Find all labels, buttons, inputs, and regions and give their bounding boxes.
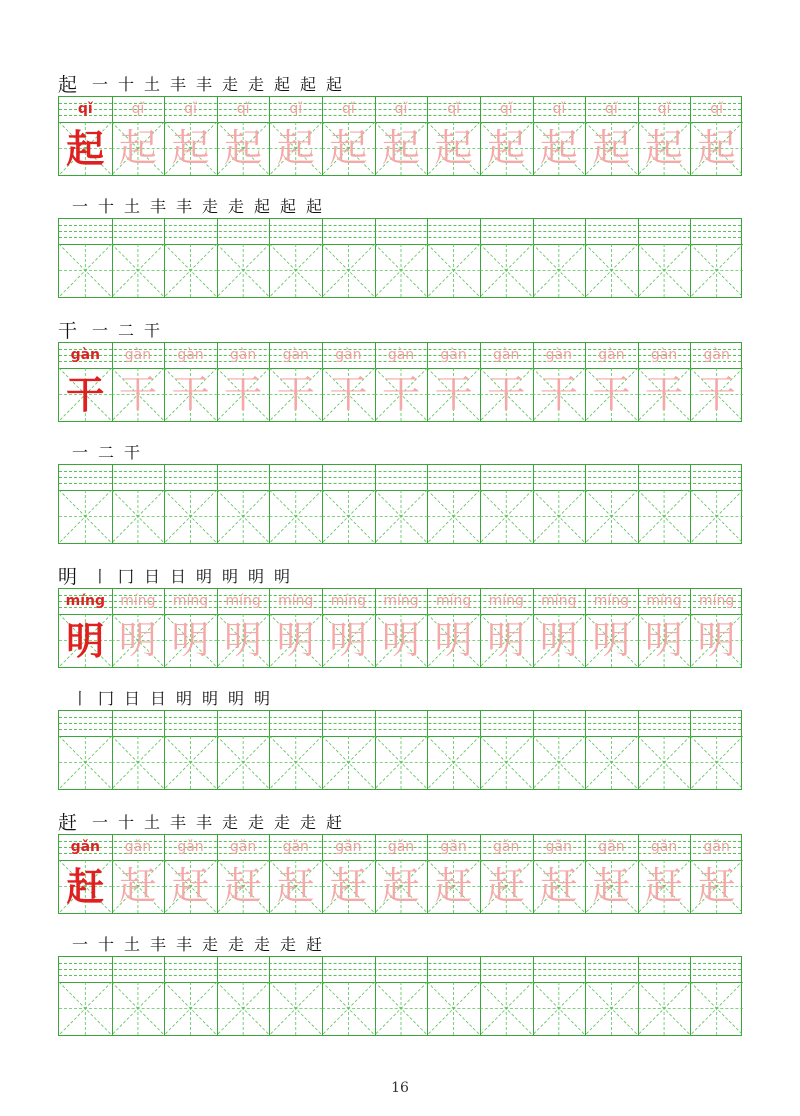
hanzi-trace[interactable]: 干 [487, 372, 526, 416]
pinyin-trace: míng [435, 593, 472, 609]
stroke-step: 十 [98, 935, 115, 954]
pinyin-trace: gàn [282, 347, 309, 363]
hanzi-trace[interactable]: 明 [329, 618, 368, 662]
hanzi-trace[interactable]: 赶 [539, 864, 578, 908]
stroke-step: 丰 [170, 75, 187, 94]
practice-cell[interactable] [59, 711, 112, 789]
stroke-step: 走 [300, 813, 317, 832]
practice-cell[interactable] [217, 219, 270, 297]
stroke-step: 丰 [150, 197, 167, 216]
character-header [58, 70, 742, 96]
hanzi-model: 明 [66, 618, 105, 663]
pinyin-trace: qǐ [447, 101, 460, 117]
stroke-step: 走 [202, 197, 219, 216]
practice-header [58, 930, 742, 956]
practice-cell[interactable] [269, 711, 322, 789]
hanzi-trace[interactable]: 明 [224, 618, 263, 662]
practice-cell[interactable] [322, 957, 375, 1035]
pinyin-trace: gàn [335, 347, 362, 363]
tracing-grid [58, 342, 742, 422]
stroke-step: 走 [222, 813, 239, 832]
stroke-step: 一 [92, 321, 109, 340]
stroke-step: 干 [124, 443, 141, 462]
character-header [58, 808, 742, 834]
pinyin-trace: gǎn [545, 839, 572, 855]
practice-grid [58, 956, 742, 1036]
pinyin-trace: gàn [598, 347, 625, 363]
pinyin-trace: gǎn [335, 839, 362, 855]
stroke-step: 冂 [118, 567, 135, 586]
practice-cell[interactable] [533, 219, 586, 297]
pinyin-model: gǎn [70, 839, 101, 855]
pinyin-trace: gàn [124, 347, 152, 363]
stroke-step: 丰 [196, 813, 213, 832]
stroke-step: 丨 [72, 689, 89, 708]
practice-cell[interactable] [638, 219, 691, 297]
hanzi-trace[interactable]: 明 [381, 618, 420, 662]
stroke-step: 走 [228, 197, 245, 216]
practice-cell[interactable] [112, 957, 165, 1035]
practice-cell[interactable] [638, 711, 691, 789]
stroke-order [92, 74, 347, 96]
practice-header [58, 438, 742, 464]
stroke-step: 明 [222, 567, 239, 586]
hanzi-trace[interactable]: 起 [381, 126, 420, 170]
practice-cell[interactable] [217, 465, 270, 543]
stroke-step: 明 [274, 567, 291, 586]
stroke-step: 明 [176, 689, 193, 708]
practice-cell[interactable] [217, 711, 270, 789]
hanzi-trace[interactable]: 干 [171, 372, 210, 416]
character-header [58, 562, 742, 588]
hanzi-trace[interactable]: 明 [118, 618, 157, 662]
hanzi-trace[interactable]: 明 [487, 618, 526, 662]
practice-cell[interactable] [533, 957, 586, 1035]
hanzi-trace[interactable]: 明 [171, 618, 210, 662]
practice-cell[interactable] [269, 465, 322, 543]
page-number: 16 [391, 1080, 409, 1096]
pinyin-trace: qǐ [499, 101, 513, 117]
practice-cell[interactable] [427, 957, 480, 1035]
practice-cell[interactable] [269, 957, 322, 1035]
stroke-step: 日 [150, 689, 167, 708]
practice-grid [58, 218, 742, 298]
hanzi-trace[interactable]: 干 [224, 372, 263, 416]
stroke-step: 丰 [150, 935, 167, 954]
header-char: 赶 [58, 812, 78, 834]
stroke-step: 土 [144, 813, 161, 832]
pinyin-trace: gǎn [493, 839, 520, 855]
pinyin-trace: qǐ [341, 101, 355, 117]
hanzi-trace[interactable]: 起 [118, 126, 157, 170]
pinyin-trace: gàn [229, 347, 257, 363]
practice-cell[interactable] [112, 711, 165, 789]
practice-cell[interactable] [585, 711, 638, 789]
hanzi-trace[interactable]: 干 [276, 372, 315, 416]
stroke-step: 走 [202, 935, 219, 954]
hanzi-trace[interactable]: 赶 [381, 864, 420, 908]
practice-cell[interactable] [690, 219, 743, 297]
stroke-step: 日 [144, 567, 161, 586]
stroke-step: 起 [300, 75, 317, 94]
practice-cell[interactable] [164, 219, 217, 297]
hanzi-trace[interactable]: 赶 [487, 864, 526, 908]
pinyin-trace: míng [699, 593, 735, 609]
practice-cell[interactable] [59, 219, 112, 297]
practice-cell[interactable] [59, 957, 112, 1035]
practice-cell[interactable] [480, 465, 533, 543]
stroke-step: 明 [254, 689, 271, 708]
stroke-order [72, 196, 327, 218]
pinyin-trace: míng [646, 593, 682, 609]
practice-cell[interactable] [480, 711, 533, 789]
practice-cell[interactable] [585, 219, 638, 297]
hanzi-trace[interactable]: 干 [329, 372, 368, 416]
pinyin-trace: gǎn [177, 839, 204, 855]
hanzi-trace[interactable]: 起 [487, 126, 526, 170]
stroke-step: 明 [248, 567, 265, 586]
pinyin-trace: míng [488, 593, 524, 609]
stroke-step: 明 [196, 567, 213, 586]
hanzi-trace[interactable]: 干 [697, 372, 736, 416]
pinyin-trace: qǐ [605, 101, 618, 117]
stroke-step: 冂 [98, 689, 115, 708]
stroke-step: 走 [248, 75, 265, 94]
hanzi-trace[interactable]: 赶 [592, 864, 631, 908]
hanzi-trace[interactable]: 赶 [329, 864, 368, 908]
practice-cell[interactable] [322, 219, 375, 297]
practice-cell[interactable] [375, 219, 428, 297]
practice-cell[interactable] [164, 465, 217, 543]
hanzi-trace[interactable]: 明 [697, 618, 736, 662]
hanzi-trace[interactable]: 干 [118, 372, 157, 416]
stroke-step: 起 [280, 197, 297, 216]
pinyin-trace: gàn [650, 347, 678, 363]
hanzi-trace[interactable]: 起 [539, 126, 578, 170]
stroke-step: 二 [98, 443, 115, 462]
practice-cell[interactable] [322, 465, 375, 543]
practice-cell[interactable] [638, 465, 691, 543]
stroke-step: 日 [124, 689, 141, 708]
practice-cell[interactable] [427, 219, 480, 297]
pinyin-trace: qǐ [657, 101, 671, 117]
stroke-step: 十 [98, 197, 115, 216]
stroke-step: 丰 [170, 813, 187, 832]
tracing-grid [58, 588, 742, 668]
practice-header [58, 192, 742, 218]
pinyin-trace: gǎn [598, 839, 625, 855]
stroke-step: 走 [274, 813, 291, 832]
character-header [58, 316, 742, 342]
stroke-order [72, 688, 275, 710]
pinyin-trace: gǎn [650, 839, 678, 855]
pinyin-trace: gǎn [440, 839, 467, 855]
practice-cell[interactable] [690, 957, 743, 1035]
stroke-step: 起 [274, 75, 291, 94]
pinyin-model: míng [65, 593, 105, 609]
pinyin-trace: gàn [545, 347, 572, 363]
hanzi-trace[interactable]: 赶 [697, 864, 736, 908]
header-char: 干 [58, 320, 78, 342]
stroke-order [92, 320, 165, 342]
hanzi-model: 起 [66, 126, 105, 171]
hanzi-model: 干 [66, 372, 105, 417]
stroke-step: 丰 [176, 197, 193, 216]
hanzi-trace[interactable]: 起 [171, 126, 210, 170]
stroke-order [72, 934, 327, 956]
tracing-grid [58, 96, 742, 176]
stroke-step: 走 [228, 935, 245, 954]
hanzi-trace[interactable]: 起 [329, 126, 368, 170]
practice-cell[interactable] [217, 957, 270, 1035]
pinyin-trace: gàn [177, 347, 204, 363]
hanzi-trace[interactable]: 起 [592, 126, 631, 170]
pinyin-trace: gàn [387, 347, 415, 363]
hanzi-trace[interactable]: 干 [592, 372, 631, 416]
stroke-step: 十 [118, 813, 135, 832]
hanzi-trace[interactable]: 起 [697, 126, 736, 170]
stroke-step: 明 [202, 689, 219, 708]
stroke-step: 丰 [176, 935, 193, 954]
stroke-step: 走 [280, 935, 297, 954]
pinyin-trace: gàn [493, 347, 520, 363]
practice-cell[interactable] [269, 219, 322, 297]
pinyin-trace: míng [330, 593, 366, 609]
hanzi-trace[interactable]: 干 [645, 372, 684, 416]
pinyin-trace: qǐ [710, 101, 724, 117]
stroke-order [92, 566, 295, 588]
hanzi-trace[interactable]: 明 [434, 618, 473, 662]
practice-cell[interactable] [375, 957, 428, 1035]
practice-cell[interactable] [638, 957, 691, 1035]
practice-cell[interactable] [585, 957, 638, 1035]
stroke-step: 一 [72, 197, 89, 216]
stroke-step: 走 [222, 75, 239, 94]
pinyin-trace: gàn [703, 347, 730, 363]
stroke-step: 二 [118, 321, 135, 340]
stroke-step: 一 [72, 935, 89, 954]
stroke-order [92, 812, 347, 834]
stroke-step: 一 [72, 443, 89, 462]
pinyin-trace: qǐ [394, 101, 408, 117]
stroke-step: 走 [248, 813, 265, 832]
practice-grid [58, 464, 742, 544]
pinyin-trace: míng [541, 593, 577, 609]
pinyin-trace: míng [172, 593, 209, 609]
stroke-step: 土 [124, 197, 141, 216]
practice-cell[interactable] [480, 957, 533, 1035]
stroke-step: 起 [254, 197, 271, 216]
pinyin-trace: míng [278, 593, 314, 609]
pinyin-trace: gǎn [124, 839, 152, 855]
hanzi-trace[interactable]: 赶 [118, 864, 157, 908]
stroke-step: 十 [118, 75, 135, 94]
pinyin-trace: gǎn [282, 839, 309, 855]
header-char: 明 [58, 566, 78, 588]
stroke-step: 起 [326, 75, 343, 94]
practice-cell[interactable] [59, 465, 112, 543]
pinyin-trace: gǎn [387, 839, 415, 855]
hanzi-trace[interactable]: 明 [539, 618, 578, 662]
pinyin-trace: qǐ [236, 101, 250, 117]
hanzi-trace[interactable]: 起 [645, 126, 684, 170]
pinyin-trace: qǐ [289, 101, 303, 117]
hanzi-trace[interactable]: 赶 [171, 864, 210, 908]
hanzi-trace[interactable]: 起 [434, 126, 473, 170]
pinyin-trace: míng [593, 593, 630, 609]
practice-cell[interactable] [690, 465, 743, 543]
hanzi-trace[interactable]: 赶 [434, 864, 473, 908]
stroke-step: 明 [228, 689, 245, 708]
hanzi-trace[interactable]: 赶 [276, 864, 315, 908]
stroke-step: 赶 [326, 813, 343, 832]
stroke-step: 一 [92, 75, 109, 94]
tracing-grid [58, 834, 742, 914]
hanzi-trace[interactable]: 干 [381, 372, 420, 416]
practice-cell[interactable] [375, 711, 428, 789]
pinyin-model: qǐ [77, 101, 93, 117]
stroke-step: 起 [306, 197, 323, 216]
hanzi-trace[interactable]: 起 [224, 126, 263, 170]
hanzi-trace[interactable]: 明 [592, 618, 631, 662]
practice-header [58, 684, 742, 710]
stroke-step: 丰 [196, 75, 213, 94]
hanzi-trace[interactable]: 干 [539, 372, 578, 416]
hanzi-model: 赶 [66, 864, 105, 909]
hanzi-trace[interactable]: 明 [645, 618, 684, 662]
pinyin-trace: míng [225, 593, 261, 609]
stroke-step: 日 [170, 567, 187, 586]
practice-cell[interactable] [480, 219, 533, 297]
practice-grid [58, 710, 742, 790]
practice-cell[interactable] [533, 711, 586, 789]
practice-cell[interactable] [690, 711, 743, 789]
stroke-step: 土 [144, 75, 161, 94]
pinyin-trace: qǐ [552, 101, 566, 117]
stroke-step: 赶 [306, 935, 323, 954]
pinyin-trace: míng [383, 593, 419, 609]
pinyin-trace: qǐ [131, 101, 145, 117]
practice-cell[interactable] [585, 465, 638, 543]
pinyin-model: gàn [70, 347, 101, 363]
stroke-order [72, 442, 145, 464]
hanzi-trace[interactable]: 干 [434, 372, 473, 416]
stroke-step: 土 [124, 935, 141, 954]
hanzi-trace[interactable]: 起 [276, 126, 315, 170]
hanzi-trace[interactable]: 明 [276, 618, 315, 662]
practice-cell[interactable] [322, 711, 375, 789]
practice-cell[interactable] [375, 465, 428, 543]
practice-cell[interactable] [112, 219, 165, 297]
hanzi-trace[interactable]: 赶 [224, 864, 263, 908]
pinyin-trace: míng [120, 593, 156, 609]
stroke-step: 干 [144, 321, 161, 340]
practice-cell[interactable] [427, 465, 480, 543]
pinyin-trace: gàn [440, 347, 467, 363]
practice-cell[interactable] [112, 465, 165, 543]
practice-cell[interactable] [533, 465, 586, 543]
pinyin-trace: qǐ [184, 101, 197, 117]
practice-cell[interactable] [164, 711, 217, 789]
practice-cell[interactable] [164, 957, 217, 1035]
stroke-step: 丨 [92, 567, 109, 586]
stroke-step: 一 [92, 813, 109, 832]
stroke-step: 走 [254, 935, 271, 954]
pinyin-trace: gǎn [703, 839, 730, 855]
pinyin-trace: gǎn [229, 839, 257, 855]
hanzi-trace[interactable]: 赶 [645, 864, 684, 908]
practice-cell[interactable] [427, 711, 480, 789]
header-char: 起 [58, 74, 78, 96]
